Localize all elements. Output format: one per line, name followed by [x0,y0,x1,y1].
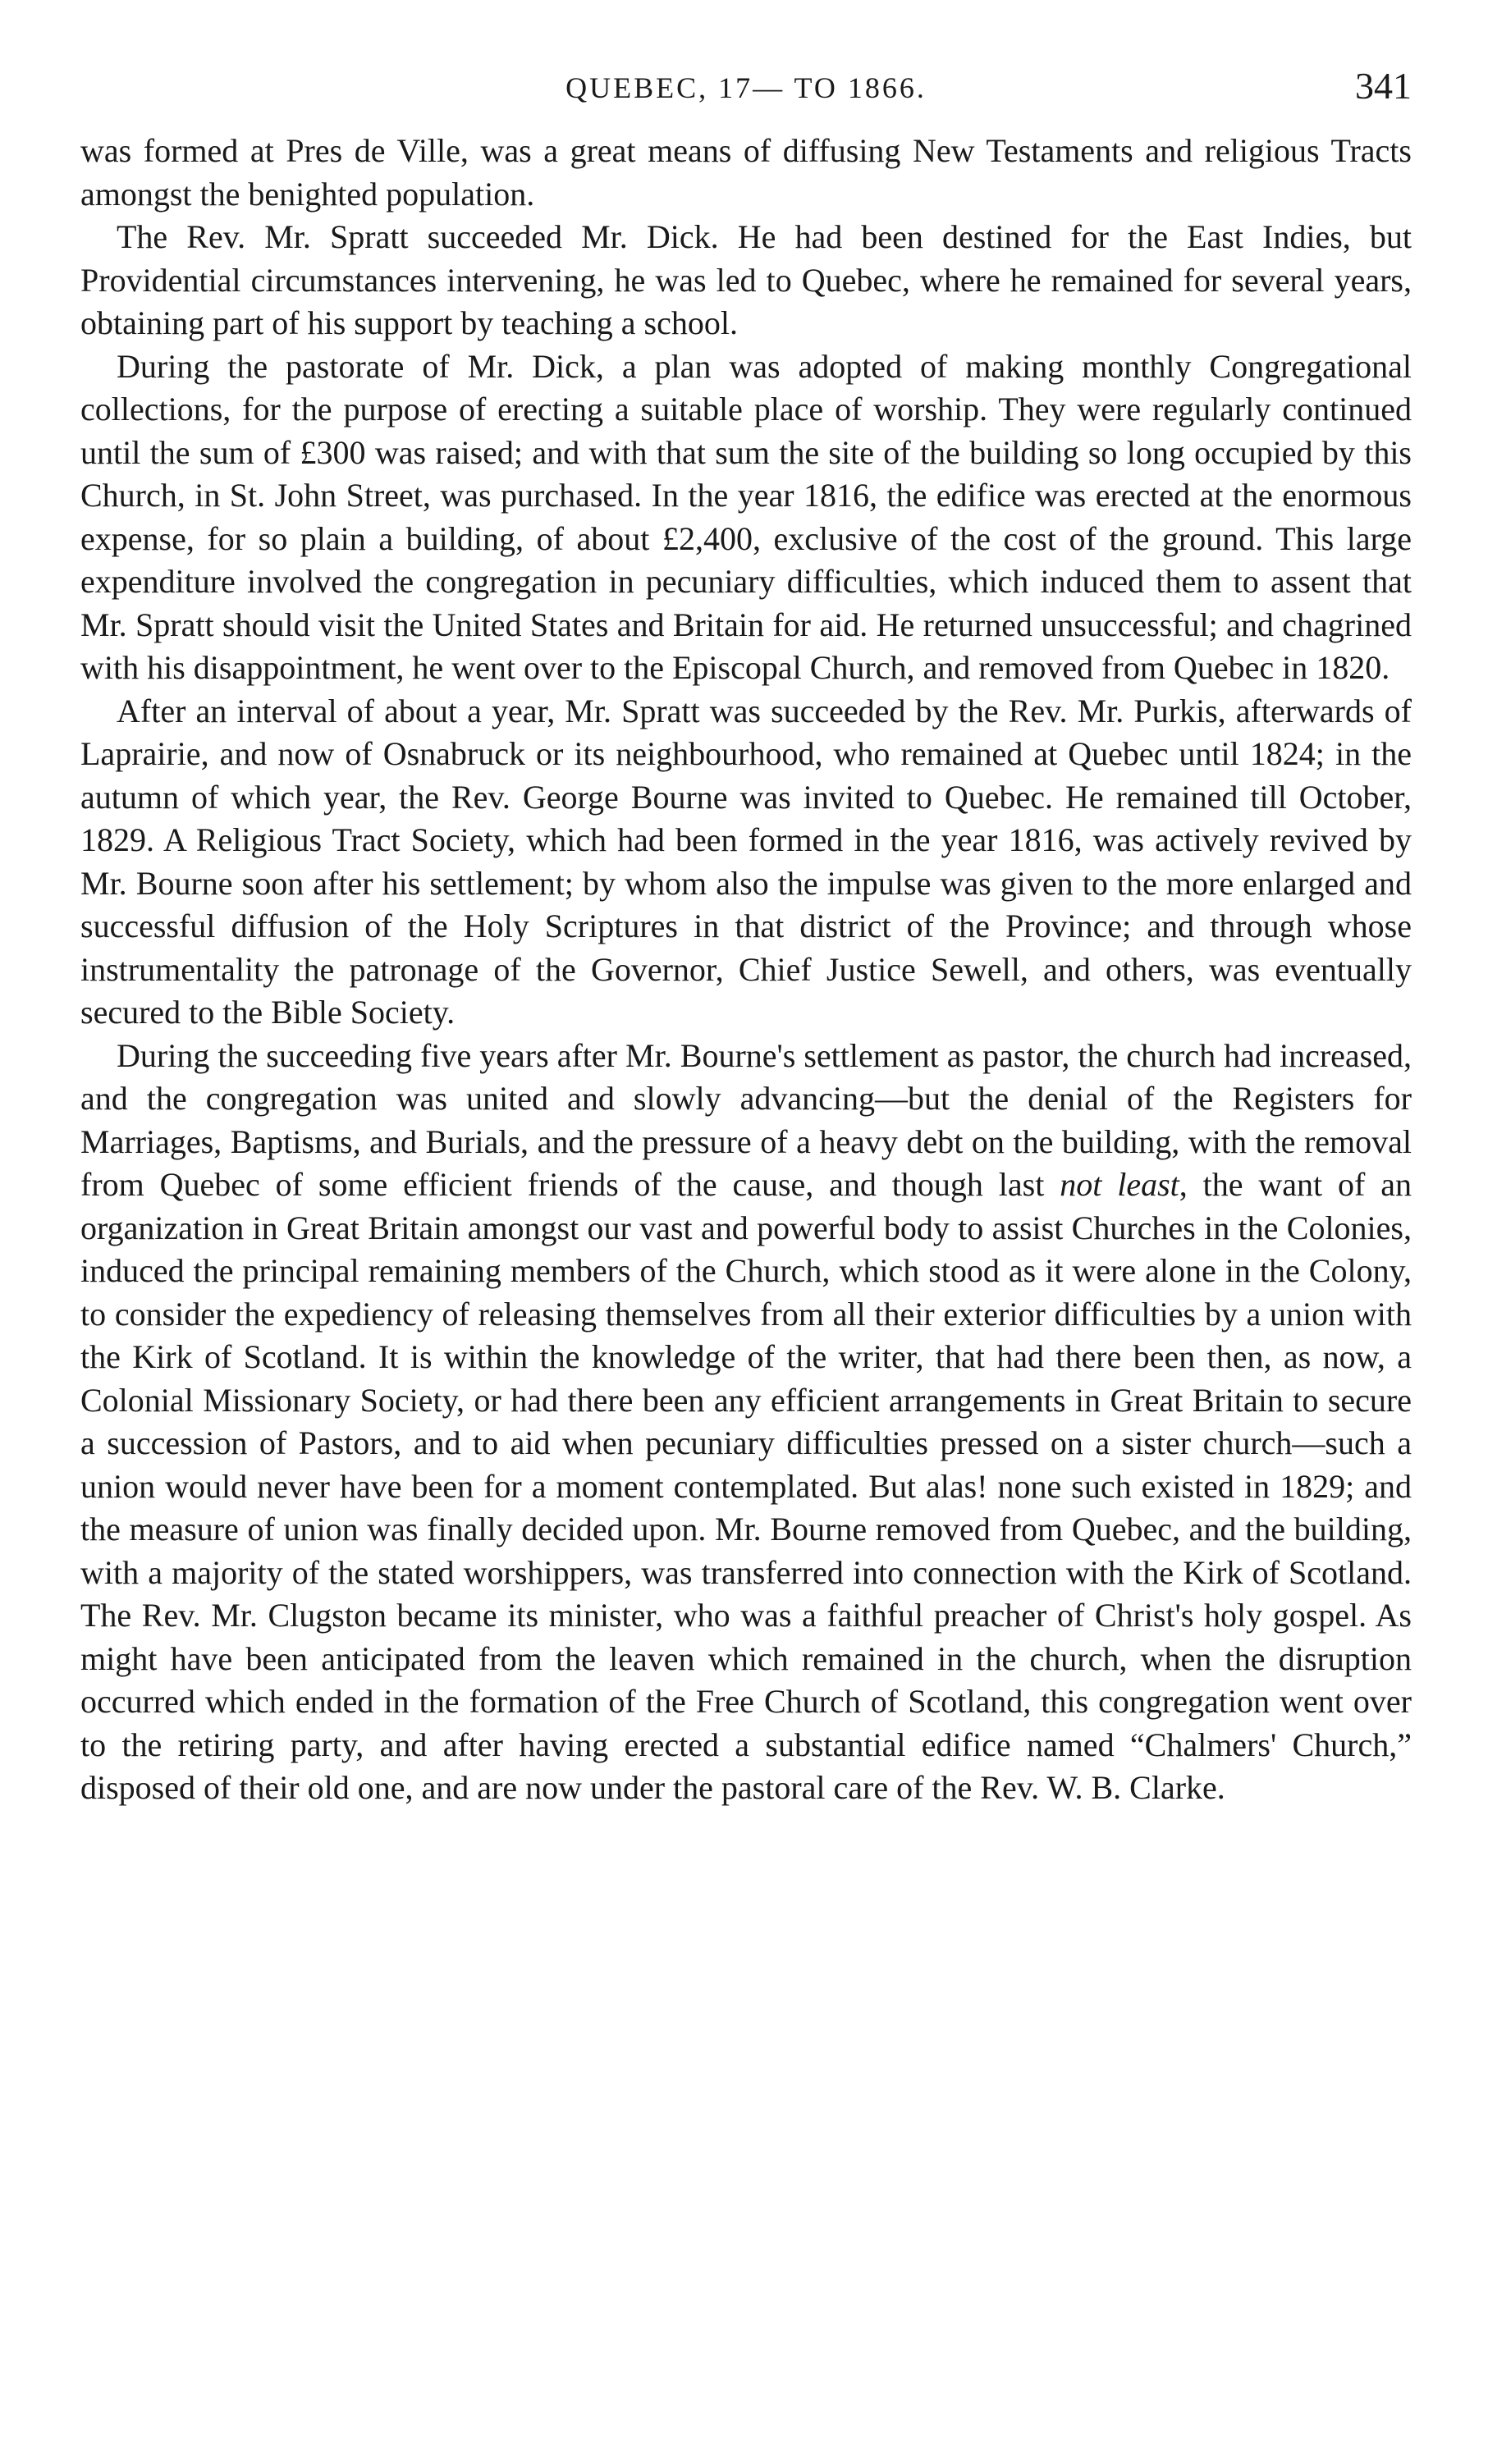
paragraph-3: During the pastorate of Mr. Dick, a plan was adopted of making monthly Congregational collections, for the purpose of erecting a suitable place of worship. They were regularly continued until the sum of £300 was raised; and with that sum the site of the building so long occupied by this Church, in St. John Street, was purchased. In the year 1816, the edifice was erected at the enormous expense, for so plain a building, of about £2,400, exclusive of the cost of the ground. This large expenditure involved the congregation in pecuniary difficulties, which induced them to assent that Mr. Spratt should visit the United States and Britain for aid. He returned unsuccessful; and chagrined with his disappointment, he went over to the Episcopal Church, and removed from Quebec in 1820. [80,347,1412,686]
emphasis-not-least: not least [1060,1166,1179,1203]
page-number: 341 [1355,65,1412,107]
body-text [80,130,1412,1810]
book-page [80,48,1412,1810]
running-head: QUEBEC, 17— TO 1866. [565,71,927,104]
paragraph-5-text-before: During the succeeding five years after Mr. Bourne's settlement as pastor, the church had increased, and the congregation was united and slowly advancing—but the denial of the Registers for Marriages, Baptisms, and Burials, and the pressure of a heavy debt on the building, with the removal from Quebec of some efficient friends of the cause, and though last [80,1036,1412,1203]
paragraph-4: After an interval of about a year, Mr. Spratt was succeeded by the Rev. Mr. Purkis, afterwards of Laprairie, and now of Osnabruck or its neighbourhood, who remained at Quebec until 1824; in the autumn of which year, the Rev. George Bourne was invited to Quebec. He remained till October, 1829. A Religious Tract Society, which had been formed in the year 1816, was actively revived by Mr. Bourne soon after his settlement; by whom also the impulse was given to the more enlarged and successful diffusion of the Holy Scriptures in that district of the Province; and through whose instrumentality the patronage of the Governor, Chief Justice Sewell, and others, was eventually secured to the Bible Society. [80,692,1412,1031]
paragraph-5-text-after: , the want of an organization in Great Britain amongst our vast and powerful body to assist Churches in the Colonies, induced the principal remaining members of the Church, which stood as it were alone in the Colony, to consider the expediency of releasing themselves from all their exterior difficulties by a union with the Kirk of Scotland. It is within the knowledge of the writer, that had there been then, as now, a Colonial Missionary Society, or had there been any efficient arrangements in Great Britain to secure a succession of Pastors, and to aid when pecuniary difficulties pressed on a sister church—such a union would never have been for a moment contemplated. But alas! none such existed in 1829; and the measure of union was finally decided upon. Mr. Bourne removed from Quebec, and the building, with a majority of the stated worshippers, was transferred into connection with the Kirk of Scotland. The Rev. Mr. Clugston became its minister, who was a faithful preacher of Christ's holy gospel. As might have been anticipated from the leaven which remained in the church, when the disruption occurred which ended in the formation of the Free Church of Scotland, this congregation went over to the retiring party, and after having erected a substantial edifice named “Chalmers' Church,” disposed of their old one, and are now under the pastoral care of the Rev. W. B. Clarke. [80,1166,1412,1806]
page-header [80,48,1412,130]
paragraph-5 [80,1035,1412,1810]
paragraph-2: The Rev. Mr. Spratt succeeded Mr. Dick. He had been destined for the East Indies, but Providential circumstances intervening, he was led to Quebec, where he remained for several years, obtaining part of his support by teaching a school. [80,218,1412,341]
paragraph-1: was formed at Pres de Ville, was a great means of diffusing New Testaments and religious Tracts amongst the benighted population. [80,132,1412,213]
